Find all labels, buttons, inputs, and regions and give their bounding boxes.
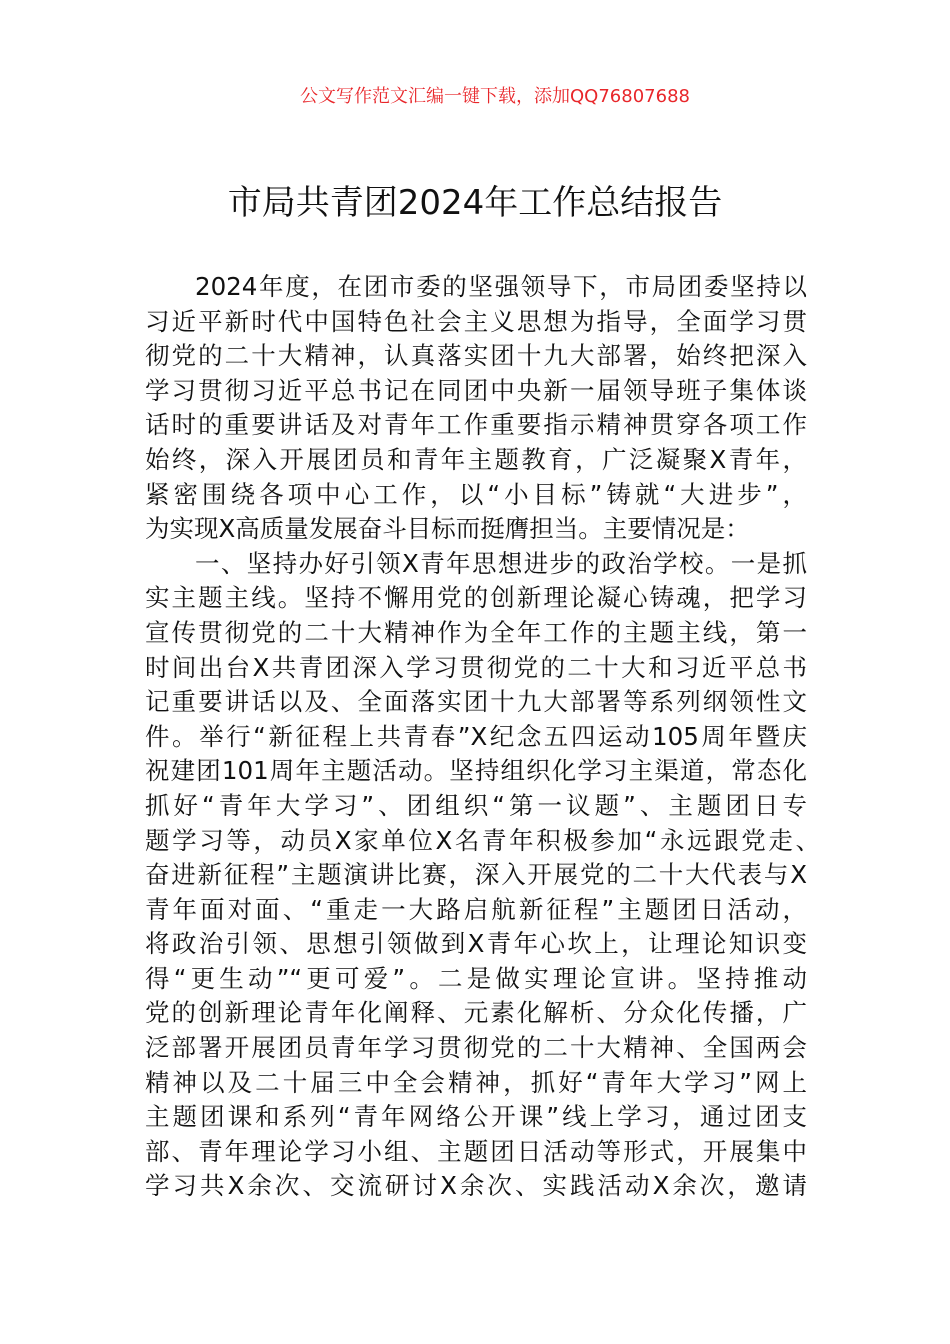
- paragraph-line: 学习共X余次、交流研讨X余次、实践活动X余次，邀请: [145, 1171, 807, 1201]
- paragraph-line: 彻党的二十大精神，认真落实团十九大部署，始终把深入: [145, 341, 807, 371]
- paragraph-line: 党的创新理论青年化阐释、元素化解析、分众化传播，广: [145, 998, 807, 1028]
- paragraph-line: 话时的重要讲话及对青年工作重要指示精神贯穿各项工作: [145, 410, 807, 440]
- paragraph-line: 紧密围绕各项中心工作，以“小目标”铸就“大进步”，: [145, 479, 807, 509]
- paragraph-line: 时间出台X共青团深入学习贯彻党的二十大和习近平总书: [145, 652, 807, 682]
- paragraph-line: 祝建团101周年主题活动。坚持组织化学习主渠道，常态化: [145, 756, 807, 786]
- paragraph-line: 题学习等，动员X家单位X名青年积极参加“永远跟党走、: [145, 825, 820, 855]
- paragraph-line: 主题团课和系列“青年网络公开课”线上学习，通过团支: [145, 1102, 807, 1132]
- paragraph-line: 泛部署开展团员青年学习贯彻党的二十大精神、全国两会: [145, 1033, 807, 1063]
- paragraph-line: 部、青年理论学习小组、主题团日活动等形式，开展集中: [145, 1136, 807, 1166]
- paragraph-line: 精神以及二十届三中全会精神，抓好“青年大学习”网上: [145, 1067, 807, 1097]
- document-title: 市局共青团2024年工作总结报告: [227, 183, 723, 223]
- paragraph-line: 学习贯彻习近平总书记在同团中央新一届领导班子集体谈: [145, 375, 807, 405]
- paragraph-line: 奋进新征程”主题演讲比赛，深入开展党的二十大代表与X: [145, 860, 807, 890]
- paragraph-line: 实主题主线。坚持不懈用党的创新理论凝心铸魂，把学习: [145, 583, 807, 613]
- paragraph-line: 得“更生动”“更可爱”。二是做实理论宣讲。坚持推动: [145, 963, 807, 993]
- paragraph-line: 一、坚持办好引领X青年思想进步的政治学校。一是抓: [195, 548, 807, 578]
- paragraph-line: 青年面对面、“重走一大路启航新征程”主题团日活动，: [145, 894, 807, 924]
- paragraph-line: 宣传贯彻党的二十大精神作为全年工作的主题主线，第一: [145, 617, 807, 647]
- paragraph-line: 件。举行“新征程上共青春”X纪念五四运动105周年暨庆: [145, 721, 807, 751]
- paragraph-line: 记重要讲话以及、全面落实团十九大部署等系列纲领性文: [145, 687, 807, 717]
- paragraph-line: 将政治引领、思想引领做到X青年心坎上，让理论知识变: [145, 929, 807, 959]
- paragraph-line: 抓好“青年大学习”、团组织“第一议题”、主题团日专: [145, 790, 807, 820]
- paragraph-line: 始终，深入开展团员和青年主题教育，广泛凝聚X青年，: [145, 444, 807, 474]
- download-promo-header: 公文写作范文汇编一键下载，添加QQ76807688: [300, 86, 690, 107]
- document-body: [145, 270, 820, 1204]
- paragraph-line: 为实现X高质量发展奋斗目标而挺膺担当。主要情况是：: [145, 514, 750, 544]
- paragraph-line: 习近平新时代中国特色社会主义思想为指导，全面学习贯: [145, 306, 807, 336]
- paragraph-line: 2024年度，在团市委的坚强领导下，市局团委坚持以: [195, 272, 807, 301]
